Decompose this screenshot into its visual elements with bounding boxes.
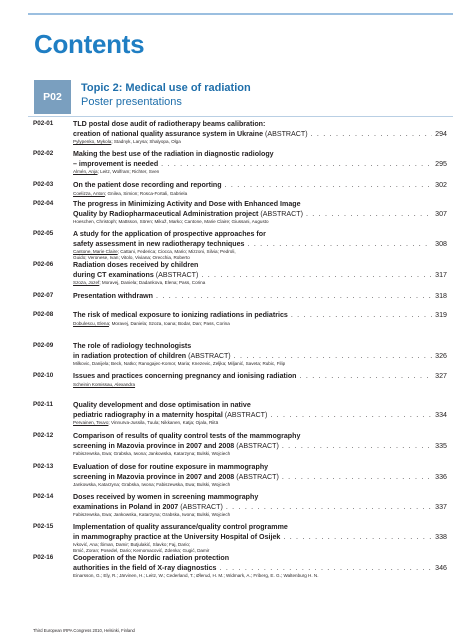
entry-title [73, 200, 447, 219]
co-authors: ; Leitz, Wolfram; Richter, Sven [97, 169, 160, 175]
entry-body [73, 311, 447, 327]
entry-authors [73, 573, 447, 579]
co-authors: Ivković, Ana; Šiman, Damir; Butjulakić, Slavko; Faj, Dario; [73, 542, 191, 548]
entry-title-line: The risk of medical exposure to ionizing radiations in pediatrics [73, 311, 288, 319]
entry-body [73, 554, 447, 579]
entry-id: P02-14 [33, 493, 54, 500]
entry-title [73, 292, 447, 302]
entry-body [73, 230, 447, 261]
presenting-author: Scheinin Komissau, Alexandra [73, 381, 136, 387]
entry-authors [73, 382, 447, 388]
entry-authors [73, 139, 447, 145]
entry-authors-cont: Guido; Veronese, Ivan; Vitolo, Viviana; Orecchia, Roberto [73, 255, 190, 261]
entry-title-line: in radiation protection of children [73, 351, 187, 360]
leader-dots [225, 181, 433, 191]
entry-title [73, 181, 447, 191]
entry-title-line: authorities in the field of X-ray diagnostics [73, 563, 217, 572]
leader-dots [161, 160, 432, 170]
co-authors: Einarsson, G.; Ely, R.; Järvinen, H.; Leitz, W.; Cederland, T.; Ølerud, H. M.; Widmark, A.; Friberg, E. G.; Waltenburg H. N. [73, 573, 319, 579]
entry-title-line: The role of radiology technologists [73, 342, 192, 350]
abstract-label: (ABSTRACT) [188, 351, 231, 360]
entry-id: P02-03 [33, 181, 54, 188]
entry-id: P02-05 [33, 230, 54, 237]
leader-dots [282, 442, 432, 452]
entry-authors [73, 321, 447, 327]
co-authors: ; Gnilea, Simion; Rosca-Fortali, Gabriela [104, 190, 188, 196]
co-authors: ; Stadnyk, Larysa; Shalyopa, Olga [111, 139, 181, 145]
presenting-author: Pylypenko, Mykola [73, 139, 112, 145]
footer: Third European IRPA Congress 2010, Helsinki, Finland [33, 628, 135, 633]
presenting-author: Pervainen, Teuvo [73, 420, 109, 426]
entry-id: P02-01 [33, 120, 54, 127]
entry-id: P02-08 [33, 311, 54, 318]
entry-title [73, 523, 447, 542]
entry-authors [73, 169, 447, 175]
entry-id: P02-07 [33, 292, 54, 299]
entry-title-line: safety assessment in new radiotherapy techniques [73, 239, 245, 248]
co-authors: Milkovic, Danijela; Beck, Natko; Ranogajec-Komor, Maria; Knezevic, Zeljka; Miljanić, Saveta; Rubic, Filip [73, 361, 286, 367]
entry-body [73, 401, 447, 426]
entry-title [73, 554, 447, 573]
entry-id: P02-06 [33, 261, 54, 268]
page-number[interactable]: 295 [435, 159, 447, 168]
presenting-author: Dobulescu, Elena [73, 320, 110, 326]
co-authors: ; Moravej, Daniela; Dadankova, Elena; Pass, Corina [99, 280, 206, 286]
entry-title [73, 311, 447, 321]
entry-authors [73, 219, 447, 225]
entry-title-line: Cooperation of the Nordic radiation protection [73, 554, 230, 562]
entry-title [73, 432, 447, 451]
presenting-author: Almén, Anja [73, 169, 98, 175]
entry-id: P02-09 [33, 342, 54, 349]
entry-id: P02-16 [33, 554, 54, 561]
entry-body [73, 432, 447, 457]
leader-dots [219, 564, 432, 574]
abstract-label: (ABSTRACT) [260, 209, 303, 218]
page-number[interactable]: 346 [435, 563, 447, 572]
leader-dots [282, 473, 432, 483]
entry-title [73, 261, 447, 280]
co-authors: ; Cattani, Federica; Ciocca, Mario; Mizzoni, Silvia; Pedroli, [117, 249, 236, 255]
page-number[interactable]: 294 [435, 129, 447, 138]
leader-dots [300, 372, 433, 382]
entry-body [73, 181, 447, 197]
entry-body [73, 200, 447, 225]
co-authors: ; Moravej, Daniela; Szoza, Ioana; Bodar, Dan; Pass, Corina [109, 320, 230, 326]
entry-title [73, 493, 447, 512]
page-title: Contents [34, 29, 145, 59]
page-number[interactable]: 307 [435, 209, 447, 218]
entry-title-line: screening in Mazovia province in 2007 and 2008 [73, 441, 235, 450]
abstract-label: (ABSTRACT) [224, 410, 268, 419]
entry-title-line: Making the best use of the radiation in diagnostic radiology [73, 150, 274, 158]
entry-title-line: Radiation doses received by children [73, 261, 199, 269]
topic-code-badge: P02 [34, 80, 71, 114]
entry-title-line: The progress in Minimizing Activity and Dose with Enhanced Image [73, 200, 301, 208]
leader-dots [311, 130, 433, 140]
entry-body [73, 463, 447, 488]
presenting-author: Szoza, Jozef [73, 280, 100, 286]
entry-body [73, 261, 447, 286]
entry-title-line: examinations in Poland in 2007 [73, 502, 179, 511]
entry-title-line: – improvement is needed [73, 159, 159, 168]
page-number[interactable]: 326 [435, 351, 447, 360]
entry-authors [73, 420, 447, 426]
entry-authors [73, 482, 447, 488]
entry-authors [73, 280, 447, 286]
page-number[interactable]: 302 [435, 181, 447, 189]
co-authors: Jankowska, Katarzyna; Grabska, Iwona; Fabiszewska, Ewa; Bulski, Wojciech [73, 482, 231, 488]
leader-dots [270, 411, 432, 421]
entry-id: P02-04 [33, 200, 54, 207]
page-number[interactable]: 319 [435, 311, 447, 319]
entry-id: P02-12 [33, 432, 54, 439]
entry-authors [73, 191, 447, 197]
topic-rule [28, 116, 453, 117]
page-number[interactable]: 336 [435, 472, 447, 481]
entry-authors [73, 451, 447, 457]
entry-body [73, 372, 447, 388]
entry-body [73, 150, 447, 175]
entry-title-line: in mammography practice at the University Hospital of Osijek [73, 532, 281, 541]
entry-title-line: Quality development and dose optimisation in native [73, 401, 251, 409]
entry-id: P02-11 [33, 401, 53, 408]
entry-id: P02-10 [33, 372, 54, 379]
co-authors: Fabiszewska, Ewa; Grabska, Iwona; Jankowska, Katarzyna; Bulski, Wojciech [73, 451, 231, 457]
co-authors: ; Vinnurva-Jussila, Tuula; Nikkanen, Katja; Ojala, Riitä [108, 420, 219, 426]
entry-title-line: Doses received by women in screening mammography [73, 493, 259, 501]
leader-dots [226, 503, 432, 513]
entry-title-line: Presentation withdrawn [73, 292, 154, 300]
entry-authors [73, 361, 447, 367]
entry-title-line: screening in Mazovia province in 2007 and 2008 [73, 472, 235, 481]
entry-body [73, 292, 447, 302]
entry-body [73, 523, 447, 554]
topic-subtitle: Poster presentations [81, 96, 182, 108]
entry-title [73, 230, 447, 249]
presenting-author: Coelizza, Anton [73, 190, 105, 196]
topic-header [28, 80, 453, 118]
top-rule [28, 13, 453, 15]
entry-id: P02-02 [33, 150, 54, 157]
page-number[interactable]: 327 [435, 372, 447, 380]
entry-title-line: during CT examinations [73, 270, 154, 279]
entry-title-line: Issues and practices concerning pregnancy and ionising radiation [73, 372, 297, 380]
entry-body [73, 493, 447, 518]
page-number[interactable]: 308 [435, 239, 447, 248]
entry-id: P02-15 [33, 523, 54, 530]
entry-authors-cont: Brnić, Zoran; Posedel, Dario; Kemomacović, Zdenka; Gugić, Damir [73, 548, 210, 554]
leader-dots [234, 352, 433, 362]
co-authors: Fabiszewska, Ewa; Jankowska, Katarzyna; Grabska, Iwona; Bulski, Wojciech [73, 512, 231, 518]
entry-title-line: Evaluation of dose for routine exposure in mammography [73, 463, 269, 471]
abstract-label: (ABSTRACT) [236, 441, 279, 450]
leader-dots [291, 311, 432, 321]
entry-title [73, 372, 447, 382]
entry-title-line: Implementation of quality assurance/quality control programme [73, 523, 288, 531]
co-authors: Hoeschen, Christoph; Mattsson, Sören; Mikuž, Marko; Cantone, Marie Claire; Giussani, Augusto [73, 219, 269, 225]
entry-title [73, 150, 447, 169]
entry-title-line: creation of national quality assurance system in Ukraine [73, 129, 264, 138]
entry-title [73, 463, 447, 482]
abstract-label: (ABSTRACT) [236, 472, 279, 481]
leader-dots [306, 210, 432, 220]
leader-dots [201, 271, 432, 281]
page-number[interactable]: 335 [435, 441, 447, 450]
page-number[interactable]: 338 [435, 532, 447, 541]
page-number[interactable]: 334 [435, 410, 447, 419]
entry-body [73, 120, 447, 145]
abstract-label: (ABSTRACT) [265, 129, 308, 138]
entry-authors [73, 512, 447, 518]
presenting-author: Cantone, Marie Claire [73, 249, 118, 255]
entry-title-line: Comparison of results of quality control tests of the mammography [73, 432, 301, 440]
entry-title-line: On the patient dose recording and reporting [73, 181, 222, 189]
topic-title: Topic 2: Medical use of radiation [81, 82, 251, 94]
entry-title-line: A study for the application of prospective approaches for [73, 230, 266, 238]
leader-dots [283, 533, 432, 543]
entry-title-line: Quality by Radiopharmaceutical Administration project [73, 209, 259, 218]
page-number[interactable]: 337 [435, 502, 447, 511]
abstract-label: (ABSTRACT) [155, 270, 199, 279]
entry-title [73, 342, 447, 361]
entry-title [73, 401, 447, 420]
entry-body [73, 342, 447, 367]
entry-title-line: pediatric radiography in a maternity hospital [73, 410, 223, 419]
abstract-label: (ABSTRACT) [180, 502, 223, 511]
entry-title-line: TLD postal dose audit of radiotherapy beams calibration: [73, 120, 266, 128]
entry-title [73, 120, 447, 139]
page-number[interactable]: 318 [435, 292, 447, 300]
leader-dots [156, 292, 432, 302]
entry-id: P02-13 [33, 463, 54, 470]
page-number[interactable]: 317 [435, 270, 447, 279]
leader-dots [248, 240, 433, 250]
